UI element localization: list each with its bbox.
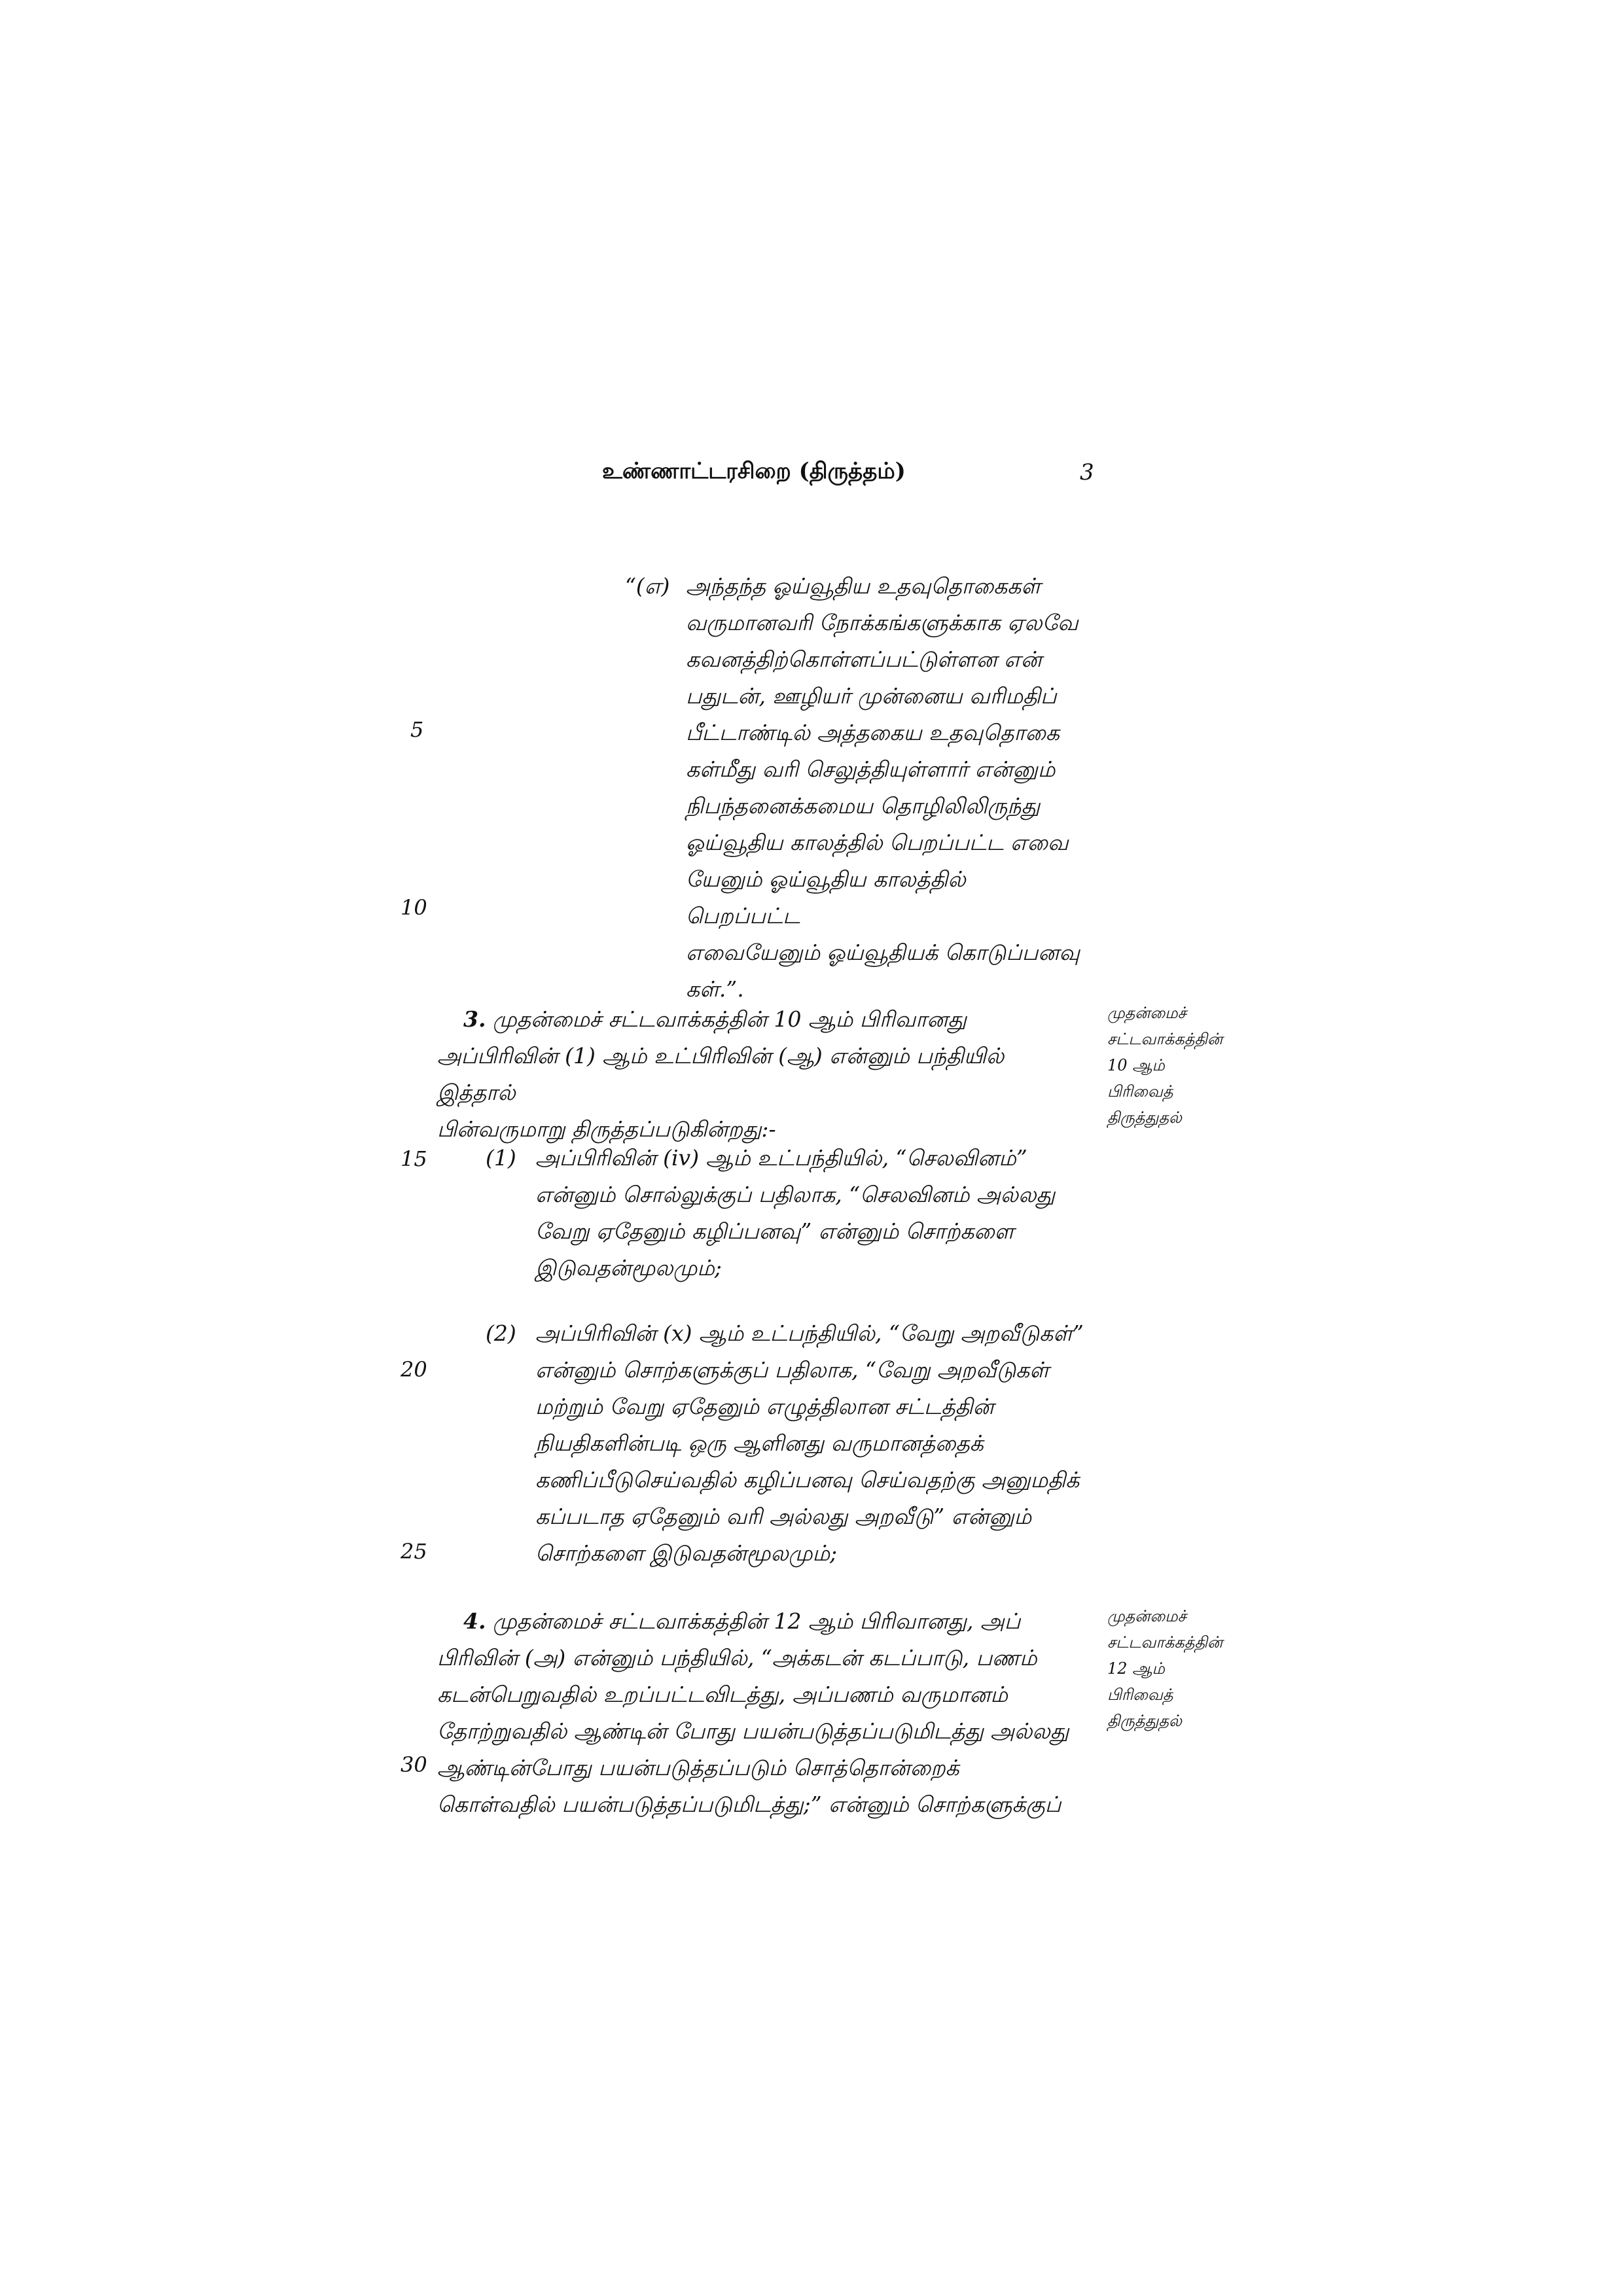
margin-note-line: திருத்துதல் [1107, 1712, 1182, 1730]
text-line: இடுவதன்மூலமும்; [535, 1255, 722, 1280]
text-line: பின்வருமாறு திருத்தப்படுகின்றது:- [437, 1116, 776, 1142]
text-line: பதுடன், ஊழியர் முன்னைய வரிமதிப் [686, 683, 1057, 709]
item-1-body [535, 1140, 1086, 1286]
line-number-5: 5 [410, 717, 424, 742]
text-fragment: முதன்மைச் சட்டவாக்கத்தின் 10 ஆம் பிரிவானது [492, 1006, 967, 1032]
text-line: பிரிவின் (அ) என்னும் பந்தியில், “அக்கடன் கடப்பாடு, பணம் [437, 1645, 1037, 1670]
text-line: கடன்பெறுவதில் உறப்பட்டவிடத்து, அப்பணம் வருமானம் [437, 1682, 1008, 1707]
section-3-number: 3. [463, 1006, 486, 1032]
text-fragment: முதன்மைச் சட்டவாக்கத்தின் 12 ஆம் பிரிவானது, அப் [492, 1608, 1021, 1634]
text-line: அந்தந்த ஓய்வூதிய உதவுதொகைகள் [686, 573, 1041, 599]
text-line: தோற்றுவதில் ஆண்டின் போது பயன்படுத்தப்படுமிடத்து அல்லது [437, 1718, 1069, 1744]
margin-note-line: சட்டவாக்கத்தின் [1107, 1030, 1223, 1048]
line-number-25: 25 [401, 1539, 427, 1564]
margin-note-line: 12 ஆம் [1107, 1659, 1165, 1678]
margin-note-line: முதன்மைச் [1107, 1004, 1186, 1022]
text-line: கவனத்திற்கொள்ளப்பட்டுள்ளன என் [686, 646, 1042, 672]
text-line: ஓய்வூதிய காலத்தில் பெறப்பட்ட எவை [686, 830, 1069, 855]
text-line: கள்.”. [686, 976, 744, 1002]
text-line: அப்பிரிவின் (iv) ஆம் உட்பந்தியில், “செலவினம்” [535, 1145, 1027, 1171]
text-line: அப்பிரிவின் (x) ஆம் உட்பந்தியில், “வேறு அறவீடுகள்” [535, 1320, 1084, 1346]
quoted-clause-label: “(எ) [625, 573, 670, 599]
line-number-10: 10 [401, 895, 427, 920]
text-line: யேனும் ஓய்வூதிய காலத்தில் பெறப்பட்ட [686, 866, 966, 928]
running-header-title: உண்ணாட்டரசிறை (திருத்தம்) [602, 458, 906, 484]
section-4-number: 4. [463, 1608, 486, 1634]
text-line: வருமானவரி நோக்கங்களுக்காக ஏலவே [686, 610, 1079, 635]
margin-note-line: பிரிவைத் [1107, 1082, 1173, 1101]
text-line: கொள்வதில் பயன்படுத்தப்படுமிடத்து;” என்னும் சொற்களுக்குப் [437, 1792, 1061, 1817]
text-line: மற்றும் வேறு ஏதேனும் எழுத்திலான சட்டத்தின் [535, 1394, 994, 1419]
page-number: 3 [1080, 459, 1094, 486]
text-line: அப்பிரிவின் (1) ஆம் உட்பிரிவின் (ஆ) என்னும் பந்தியில் இத்தால் [437, 1043, 1005, 1105]
text-line: என்னும் சொல்லுக்குப் பதிலாக, “செலவினம் அல்லது [535, 1182, 1056, 1207]
text-line: சொற்களை இடுவதன்மூலமும்; [535, 1540, 838, 1566]
section-3-paragraph [437, 1001, 1086, 1148]
text-line: எவையேனும் ஓய்வூதியக் கொடுப்பனவு [686, 940, 1080, 965]
section-4-paragraph [437, 1603, 1086, 1823]
margin-note-line: பிரிவைத் [1107, 1686, 1173, 1704]
text-line: வேறு ஏதேனும் கழிப்பனவு” என்னும் சொற்களை [535, 1218, 1014, 1244]
text-line: ஆண்டின்போது பயன்படுத்தப்படும் சொத்தொன்றைக் [437, 1755, 959, 1780]
text-line: நியதிகளின்படி ஒரு ஆளினது வருமானத்தைக் [535, 1430, 984, 1456]
text-line: கப்படாத ஏதேனும் வரி அல்லது அறவீடு” என்னும் [535, 1504, 1032, 1529]
margin-note-line: திருத்துதல் [1107, 1108, 1182, 1127]
margin-note-line: முதன்மைச் [1107, 1607, 1186, 1625]
text-line: என்னும் சொற்களுக்குப் பதிலாக, “வேறு அறவீடுகள் [535, 1357, 1050, 1383]
text-line: கணிப்பீடுசெய்வதில் கழிப்பனவு செய்வதற்கு அனுமதிக் [535, 1467, 1080, 1492]
text-line: பீட்டாண்டில் அத்தகைய உதவுதொகை [686, 720, 1060, 745]
item-2-label: (2) [486, 1320, 516, 1346]
section-3-margin-note [1107, 1000, 1264, 1131]
quoted-clause-body [686, 568, 1086, 1008]
text-line: கள்மீது வரி செலுத்தியுள்ளார் என்னும் [686, 756, 1056, 782]
line-number-30: 30 [401, 1752, 427, 1777]
item-1-label: (1) [486, 1145, 516, 1171]
section-4-margin-note [1107, 1603, 1264, 1734]
text-line [437, 1001, 1086, 1038]
line-number-15: 15 [401, 1146, 427, 1171]
margin-note-line: 10 ஆம் [1107, 1056, 1165, 1074]
item-2-body [535, 1315, 1086, 1572]
text-line [437, 1603, 1086, 1640]
text-line: நிபந்தனைக்கமைய தொழிலிலிருந்து [686, 793, 1041, 819]
margin-note-line: சட்டவாக்கத்தின் [1107, 1633, 1223, 1651]
line-number-20: 20 [401, 1357, 427, 1382]
